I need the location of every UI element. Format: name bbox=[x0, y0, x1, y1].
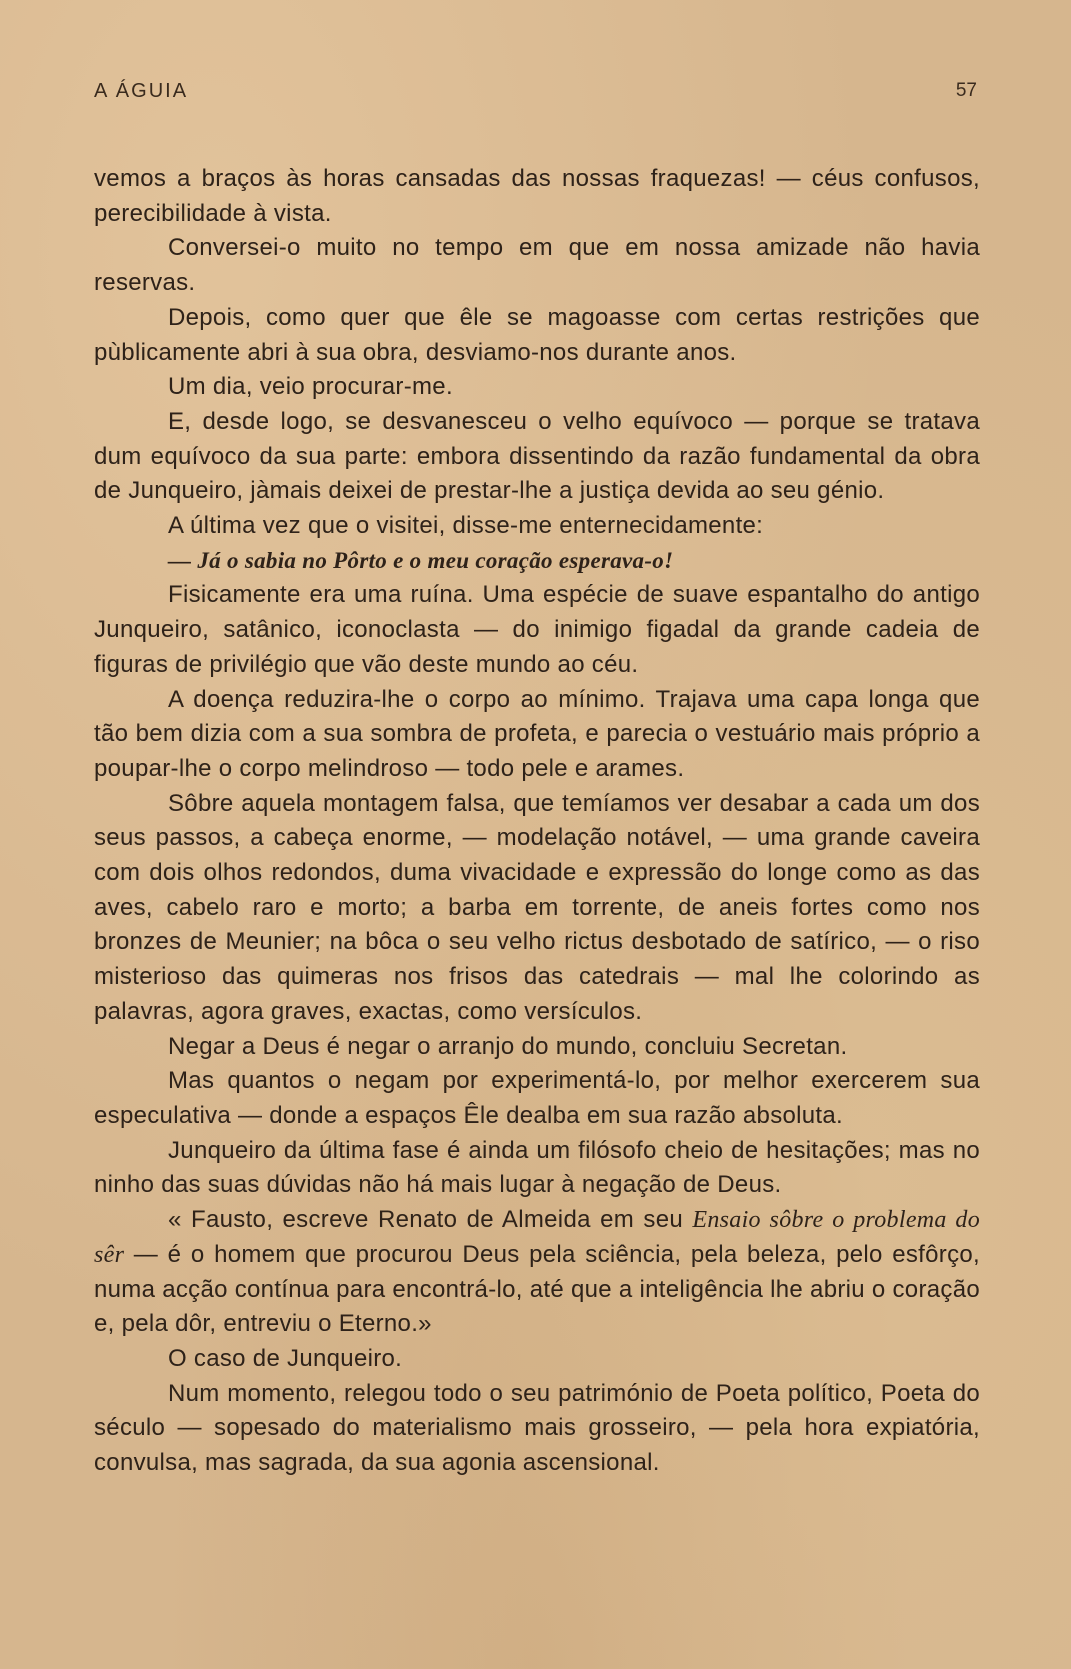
paragraph: Num momento, relegou todo o seu património de Poeta político, Poeta do século — sopesado do materialismo mais grosseiro, — pela hora expiatória, convulsa, mas sagrada, da sua agonia ascensional. bbox=[94, 1379, 980, 1477]
cited-work-title: Ensaio sôbre o problema do sêr bbox=[94, 1207, 981, 1268]
quote-text-start: « Fausto, escreve Renato de Almeida em seu bbox=[168, 1206, 693, 1234]
paragraph: Mas quantos o negam por experimentá-lo, por melhor exercerem sua especulativa — donde a espaços Êle dealba em sua razão absoluta. bbox=[94, 1067, 980, 1129]
paragraph: Negar a Deus é negar o arranjo do mundo, concluiu Secretan. bbox=[168, 1032, 848, 1060]
paragraph: E, desde logo, se desvanesceu o velho equívoco — porque se tratava dum equívoco da sua parte: embora dissentindo da razão fundamental da obra de Junqueiro, jàmais deixei de prestar-lhe a justiça devida ao seu génio. bbox=[94, 407, 980, 505]
paragraph: Um dia, veio procurar-me. bbox=[168, 373, 453, 401]
paragraph: vemos a braços às horas cansadas das nossas fraquezas! — céus confusos, perecibilidade à vista. bbox=[94, 165, 980, 227]
body-text bbox=[94, 162, 980, 1481]
paragraph: Junqueiro da última fase é ainda um filósofo cheio de hesitações; mas no ninho das suas dúvidas não há mais lugar à negação de Deus. bbox=[94, 1136, 980, 1199]
quote-text-end: — é o homem que procurou Deus pela sciência, pela beleza, pelo esfôrço, numa acção contínua para encontrá-lo, até que a inteligência lhe abriu o coração e, pela dôr, entreviu o Eterno.» bbox=[94, 1240, 980, 1338]
paragraph: Fisicamente era uma ruína. Uma espécie de suave espantalho do antigo Junqueiro, satânico, iconoclasta — do inimigo figadal da grande cadeia de figuras de privilégio que vão deste mundo ao céu. bbox=[94, 581, 980, 678]
paragraph: O caso de Junqueiro. bbox=[168, 1344, 403, 1372]
quoted-speech: — Já o sabia no Pôrto e o meu coração esperava-o! bbox=[168, 547, 674, 573]
paragraph: Sôbre aquela montagem falsa, que temíamos ver desabar a cada um dos seus passos, a cabeça enorme, — modelação notável, — uma grande caveira com dois olhos redondos, duma vivacidade e expressão do longe como as das aves, cabelo raro e morto; a barba em torrente, de aneis fortes como nos bronzes de Meunier; na bôca o seu velho rictus desbotado de satírico, — o riso misterioso das quimeras nos frisos das catedrais — mal lhe colorindo as palavras, agora graves, exactas, como versículos. bbox=[94, 789, 980, 1025]
page-number: 57 bbox=[955, 80, 977, 101]
running-title: A ÁGUIA bbox=[94, 80, 189, 102]
paragraph: A doença reduzira-lhe o corpo ao mínimo. Trajava uma capa longa que tão bem dizia com a sua sombra de profeta, e parecia o vestuário mais próprio a poupar-lhe o corpo melindroso — todo pele e arames. bbox=[94, 685, 980, 782]
paragraph: A última vez que o visitei, disse-me enternecidamente: bbox=[168, 512, 764, 540]
paragraph: Conversei-o muito no tempo em que em nossa amizade não havia reservas. bbox=[94, 234, 980, 297]
paragraph: Depois, como quer que êle se magoasse com certas restrições que pùblicamente abri à sua obra, desviamo-nos durante anos. bbox=[94, 303, 980, 366]
paragraph bbox=[94, 1203, 980, 1342]
